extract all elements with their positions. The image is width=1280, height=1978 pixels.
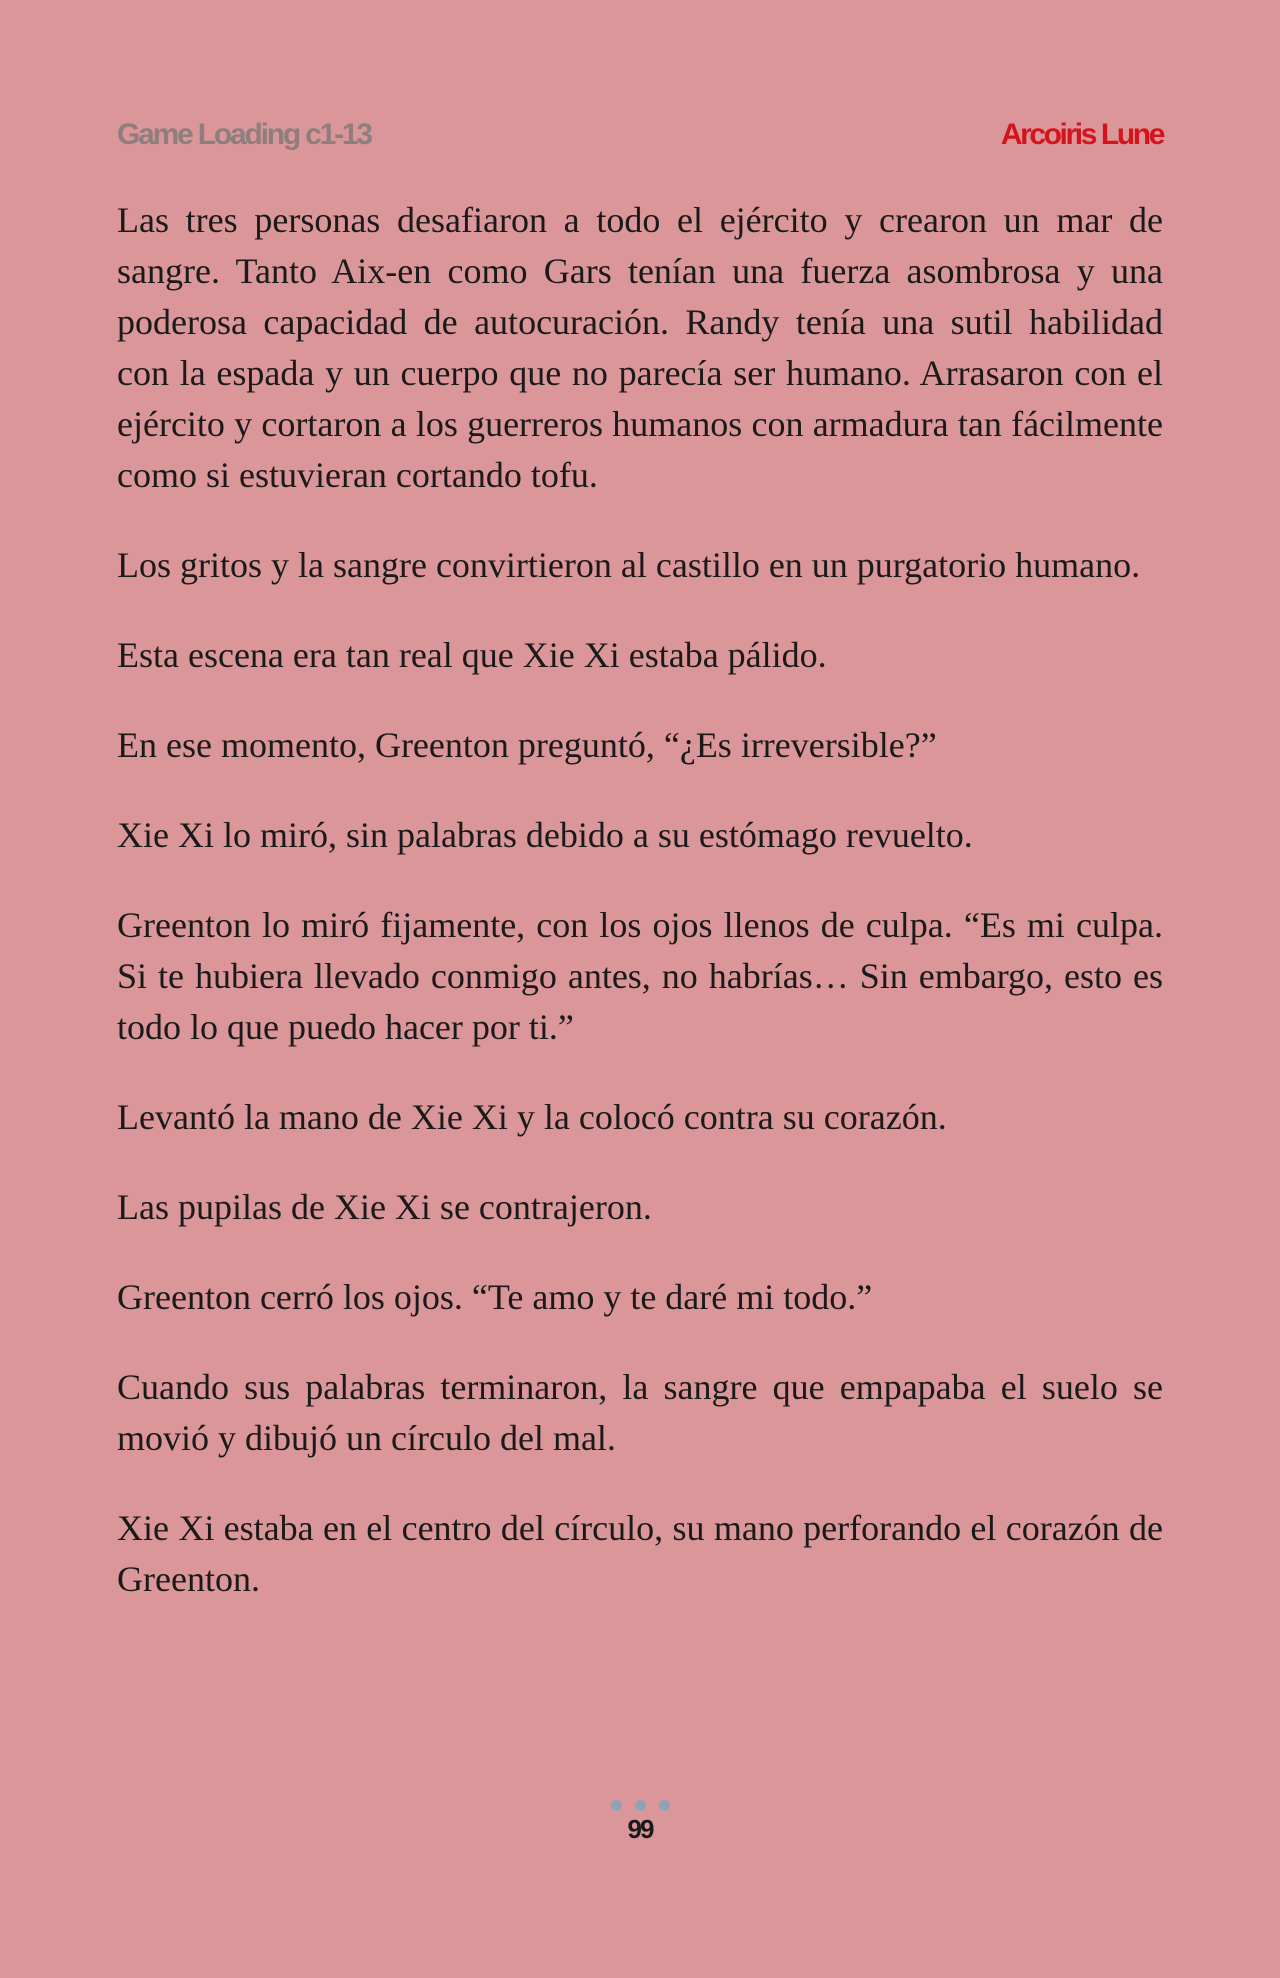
book-title: Game Loading c1-13 [117, 118, 371, 151]
page-body [117, 195, 1163, 1644]
dots-ornament-icon [0, 1800, 1280, 1814]
paragraph: Xie Xi estaba en el centro del círculo, su mano perforando el corazón de Greenton. [117, 1508, 1163, 1599]
dot-icon [659, 1800, 670, 1811]
page-number: 99 [627, 1814, 653, 1844]
paragraph: Greenton lo miró fijamente, con los ojos llenos de culpa. “Es mi culpa. Si te hubiera llevado conmigo antes, no habrías… Sin embargo, esto es todo lo que puedo hacer por ti.” [117, 905, 1163, 1047]
paragraph: En ese momento, Greenton preguntó, “¿Es irreversible?” [117, 725, 937, 765]
paragraph: Levantó la mano de Xie Xi y la colocó contra su corazón. [117, 1097, 947, 1137]
paragraph: Esta escena era tan real que Xie Xi estaba pálido. [117, 635, 827, 675]
page-footer [0, 1800, 1280, 1844]
page-header [117, 118, 1163, 162]
paragraph: Greenton cerró los ojos. “Te amo y te daré mi todo.” [117, 1277, 873, 1317]
dot-icon [611, 1800, 622, 1811]
dot-icon [635, 1800, 646, 1811]
author-name: Arcoiris Lune [1000, 118, 1163, 151]
paragraph: Cuando sus palabras terminaron, la sangre que empapaba el suelo se movió y dibujó un círculo del mal. [117, 1367, 1163, 1458]
paragraph: Las pupilas de Xie Xi se contrajeron. [117, 1187, 652, 1227]
paragraph: Xie Xi lo miró, sin palabras debido a su estómago revuelto. [117, 815, 973, 855]
paragraph: Las tres personas desafiaron a todo el ejército y crearon un mar de sangre. Tanto Aix-en como Gars tenían una fuerza asombrosa y una poderosa capacidad de autocuración. Randy tenía una sutil habilidad con la espada y un cuerpo que no parecía ser humano. Arrasaron con el ejército y cortaron a los guerreros humanos con armadura tan fácilmente como si estuvieran cortando tofu. [117, 200, 1163, 495]
paragraph: Los gritos y la sangre convirtieron al castillo en un purgatorio humano. [117, 545, 1141, 585]
